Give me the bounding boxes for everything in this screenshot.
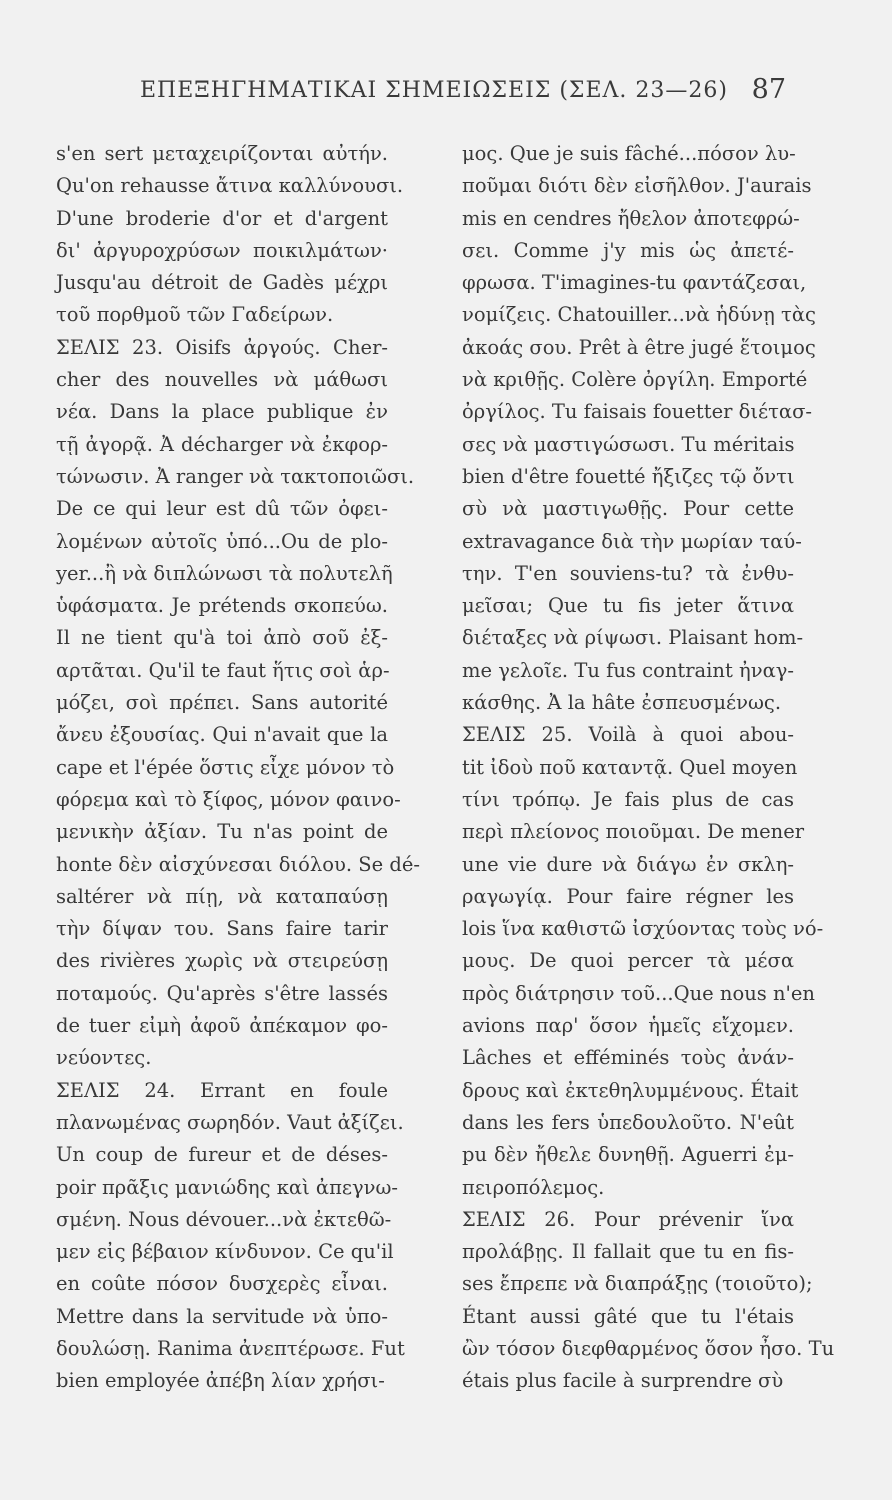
text-line: δρους καὶ ἐκτεθηλυμμένους. Était: [462, 1078, 799, 1102]
text-line: δι' ἀργυροχρύσων ποικιλμάτων·: [56, 238, 388, 262]
text-line: πειροπόλεμος.: [462, 1175, 605, 1199]
text-line: Mettre dans la servitude νὰ ὑπο-: [56, 1304, 388, 1328]
text-line: νομίζεις. Chatouiller...νὰ ἡδύνῃ τὰς: [462, 303, 816, 327]
text-line: tit ἰδοὺ ποῦ καταντᾷ. Quel moyen: [462, 755, 798, 779]
text-line: περὶ πλείονος ποιοῦμαι. De mener: [462, 820, 805, 844]
text-line: des rivières χωρὶς νὰ στειρεύσῃ: [56, 949, 388, 973]
text-line: σὺ νὰ μαστιγωθῇς. Pour cette: [462, 497, 794, 521]
text-line: πλανωμένας σωρηδόν. Vaut ἀξίζει.: [56, 1110, 404, 1134]
text-line: poir πρᾶξις μανιώδης καὶ ἀπεγνω-: [56, 1175, 399, 1199]
text-line: σει. Comme j'y mis ὡς ἀπετέ-: [462, 238, 794, 262]
text-line: νεύοντες.: [56, 1046, 152, 1070]
text-line: Lâches et efféminés τοὺς ἀνάν-: [462, 1046, 794, 1070]
text-line: bien employée ἀπέβη λίαν χρήσι-: [56, 1369, 385, 1393]
text-line: étais plus facile à surprendre σὺ: [462, 1369, 784, 1393]
text-line: saltérer νὰ πίῃ, νὰ καταπαύσῃ: [56, 884, 388, 908]
page-number: 87: [751, 74, 786, 105]
text-line: avions παρ' ὅσον ἡμεῖς εἴχομεν.: [462, 1014, 794, 1038]
text-line: ποταμούς. Qu'après s'être lassés: [56, 981, 388, 1005]
text-line: σμένη. Nous dévouer...νὰ ἐκτεθῶ-: [56, 1207, 392, 1231]
text-line: πρὸς διάτρησιν τοῦ...Que nous n'en: [462, 981, 815, 1005]
text-line: cape et l'épée ὅστις εἶχε μόνον τὸ: [56, 755, 395, 779]
text-line: Qu'on rehausse ἄτινα καλλύνουσι.: [56, 174, 404, 198]
text-line: μεν εἰς βέβαιον κίνδυνον. Ce qu'il: [56, 1240, 394, 1264]
text-line: νέα. Dans la place publique ἐν: [56, 400, 388, 424]
header-title: ΕΠΕΞΗΓΗΜΑΤΙΚΑΙ ΣΗΜΕΙΩΣΕΙΣ (ΣΕΛ. 23—26): [140, 78, 728, 103]
text-line: τοῦ πορθμοῦ τῶν Γαδείρων.: [56, 303, 334, 327]
text-line: την. T'en souviens-tu? τὰ ἐνθυ-: [462, 561, 794, 585]
text-line: μενικὴν ἀξίαν. Tu n'as point de: [56, 820, 388, 844]
right-column: [462, 138, 835, 1398]
text-line: une vie dure νὰ διάγω ἐν σκλη-: [462, 852, 794, 876]
text-line: honte δὲν αἰσχύνεσαι διόλου. Se dé-: [56, 852, 420, 876]
text-line: lois ἵνα καθιστῶ ἰσχύοντας τοὺς νό-: [462, 917, 824, 941]
running-header: [140, 70, 800, 114]
left-column: [56, 138, 420, 1398]
text-line: μους. De quoi percer τὰ μέσα: [462, 949, 794, 973]
text-line: ΣΕΛΙΣ 26. Pour prévenir ἵνα: [462, 1207, 794, 1231]
text-line: κάσθης. Ἀ la hâte ἐσπευσμένως.: [462, 691, 782, 715]
text-line: D'une broderie d'or et d'argent: [56, 206, 388, 230]
text-line: dans les fers ὑπεδουλοῦτο. N'eût: [462, 1110, 794, 1134]
text-line: ποῦμαι διότι δὲν εἰσῆλθον. J'aurais: [462, 174, 812, 198]
text-line: μόζει, σοὶ πρέπει. Sans autorité: [56, 691, 388, 715]
text-line: Un coup de fureur et de déses-: [56, 1143, 388, 1167]
text-line: ἀκοάς σου. Prêt à être jugé ἕτοιμος: [462, 335, 816, 359]
text-line: de tuer εἰμὴ ἀφοῦ ἀπέκαμον φο-: [56, 1014, 388, 1038]
text-line: ὢν τόσον διεφθαρμένος ὅσον ἦσο. Tu: [462, 1336, 835, 1360]
text-line: mis en cendres ἤθελον ἀποτεφρώ-: [462, 206, 800, 230]
text-line: en coûte πόσον δυσχερὲς εἶναι.: [56, 1272, 388, 1296]
text-line: λομένων αὐτοῖς ὑπό...Ou de plo-: [56, 529, 388, 553]
text-line: τίνι τρόπῳ. Je fais plus de cas: [462, 787, 794, 811]
text-line: ΣΕΛΙΣ 23. Oisifs ἀργούς. Cher-: [56, 335, 388, 359]
text-line: δουλώσῃ. Ranima ἀνεπτέρωσε. Fut: [56, 1336, 405, 1360]
text-line: De ce qui leur est dû τῶν ὀφει-: [56, 497, 388, 521]
text-line: προλάβῃς. Il fallait que tu en fis-: [462, 1240, 794, 1264]
text-line: σες νὰ μαστιγώσωσι. Tu méritais: [462, 432, 795, 456]
text-line: φρωσα. T'imagines-tu φαντάζεσαι,: [462, 271, 807, 295]
text-line: αρτᾶται. Qu'il te faut ἥτις σοὶ ἁρ-: [56, 658, 390, 682]
text-line: cher des nouvelles νὰ μάθωσι: [56, 368, 388, 392]
text-line: ραγωγίᾳ. Pour faire régner les: [462, 884, 794, 908]
text-line: Étant aussi gâté que tu l'étais: [462, 1304, 794, 1328]
text-line: s'en sert μεταχειρίζονται αὐτήν.: [56, 142, 388, 165]
text-line: extravagance διὰ τὴν μωρίαν ταύ-: [462, 529, 802, 553]
text-line: ἄνευ ἐξουσίας. Qui n'avait que la: [56, 723, 388, 747]
text-line: yer...ἢ νὰ διπλώνωσι τὰ πολυτελῆ: [56, 561, 393, 585]
text-line: Il ne tient qu'à toi ἀπὸ σοῦ ἐξ-: [56, 626, 388, 650]
text-line: ὀργίλος. Tu faisais fouetter διέτασ-: [462, 400, 812, 424]
text-line: ses ἔπρεπε νὰ διαπράξῃς (τοιοῦτο);: [462, 1272, 813, 1296]
text-line: μος. Que je suis fâché...πόσον λυ-: [462, 142, 796, 165]
text-line: τώνωσιν. Ἀ ranger νὰ τακτοποιῶσι.: [56, 464, 415, 488]
text-line: ΣΕΛΙΣ 24. Errant en foule: [56, 1078, 388, 1102]
text-line: φόρεμα καὶ τὸ ξίφος, μόνον φαινο-: [56, 787, 401, 811]
text-line: ὑφάσματα. Je prétends σκοπεύω.: [56, 594, 388, 618]
text-line: pu δὲν ἤθελε δυνηθῇ. Aguerri ἐμ-: [462, 1143, 794, 1167]
text-line: τῇ ἀγορᾷ. Ἀ décharger νὰ ἐκφορ-: [56, 432, 388, 456]
text-line: Jusqu'au détroit de Gadès μέχρι: [56, 271, 388, 295]
text-line: ΣΕΛΙΣ 25. Voilà à quoi abou-: [462, 723, 794, 747]
text-line: νὰ κριθῇς. Colère ὀργίλη. Emporté: [462, 368, 808, 392]
text-line: τὴν δίψαν του. Sans faire tarir: [56, 917, 388, 941]
text-line: me γελοῖε. Tu fus contraint ἠναγ-: [462, 658, 794, 682]
text-line: διέταξες νὰ ρίψωσι. Plaisant hom-: [462, 626, 804, 650]
text-line: bien d'être fouetté ἤξιζες τῷ ὄντι: [462, 464, 795, 488]
text-line: μεῖσαι; Que tu fis jeter ἅτινα: [462, 594, 794, 618]
